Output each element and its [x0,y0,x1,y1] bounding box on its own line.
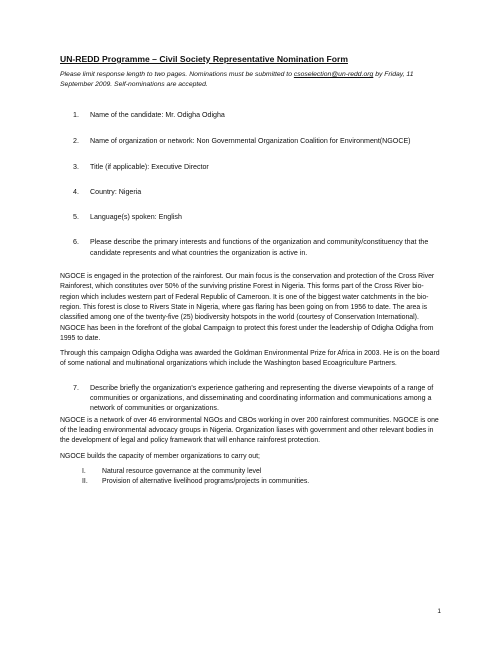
question-item [60,212,440,222]
question-text: Country: Nigeria [90,187,142,196]
capacity-item-text: Provision of alternative livelihood programs/projects in communities. [102,478,310,486]
question-text: Name of organization or network: Non Governmental Organization Coalition for Environment(NGOCE) [90,137,411,146]
capacity-item [60,467,440,478]
answer-paragraph: NGOCE is a network of over 46 environmental NGOs and CBOs working in over 200 rainforest communities. NGOCE is one of the leading environmental advocacy groups in Nigeria. Organization liases with government and other relevant bodies in the development of legal and policy framework that will enhance rainforest protection. [60,416,439,445]
question-list [60,110,440,258]
question-text: Language(s) spoken: English [90,213,182,222]
question-text: Describe briefly the organization's experience gathering and representing the diverse viewpoints of a range of communities or organizations, and disseminating and coordinating information and communications among a network of communities or organizations. [90,383,434,413]
question-number: 4. [73,187,79,196]
question-number: 6. [73,238,79,247]
question-number: 7. [73,383,79,392]
question-item [60,136,440,146]
answer-paragraph: Through this campaign Odigha Odigha was awarded the Goldman Environmental Prize for Africa in 2003. He is on the board of some national and multinational organizations which include the Washington based Ecoagriculture Partners. [60,350,440,368]
question-item [60,237,440,258]
capacity-item [60,477,440,488]
question-item [60,110,440,120]
capacity-item-number: I. [82,467,86,475]
page-number: 1 [437,608,441,615]
submission-email-link[interactable]: csoselection@un-redd.org [293,71,374,78]
question-number: 3. [73,162,79,171]
question-text: Name of the candidate: Mr. Odigha Odigha [90,111,225,119]
instructions-text-start: Please limit response length to two pages. Nominations must be submitted to [60,71,294,78]
question-item [60,383,440,414]
question-text: Please describe the primary interests and functions of the organization and community/constituency that the candidate represents and what countries the organization is active in. [90,238,429,257]
question-number: 2. [73,137,79,146]
question-item [60,187,440,197]
question-item [60,162,440,172]
capacity-item-number: II. [82,478,88,486]
capacity-item-text: Natural resource governance at the community level [102,467,262,475]
answer-paragraph: NGOCE builds the capacity of member organizations to carry out; [60,452,260,460]
submission-instructions [60,70,440,90]
answer-paragraph: NGOCE is engaged in the protection of the rainforest. Our main focus is the conservation and protection of the Cross River Rainforest, which constitutes over 50% of the surviving pristine Forest in Nigeria. This forms part of the Cross River bio-region which includes western part of Federal Republic of Cameroon. It is one of the biggest water catchments in the bio-region. This forest is close to Rivers State in Nigeria, where gas flaring has been going on from 1956 to date. The area is classified among one of the twenty-five (25) biodiversity hotspots in the world (courtesy of Conservation International). NGOCE has been in the forefront of the global Campaign to protect this forest under the leadership of Odigha Odigha from 1995 to date. [60,273,435,342]
instructions-text-end: by Friday, 11 September 2009. Self-nominations are accepted. [60,71,414,88]
capacity-list [60,467,440,488]
question-text: Title (if applicable): Executive Director [90,162,209,171]
document-title: UN-REDD Programme – Civil Society Representative Nomination Form [60,54,348,64]
question-number: 1. [73,111,79,119]
question-number: 5. [73,213,79,222]
